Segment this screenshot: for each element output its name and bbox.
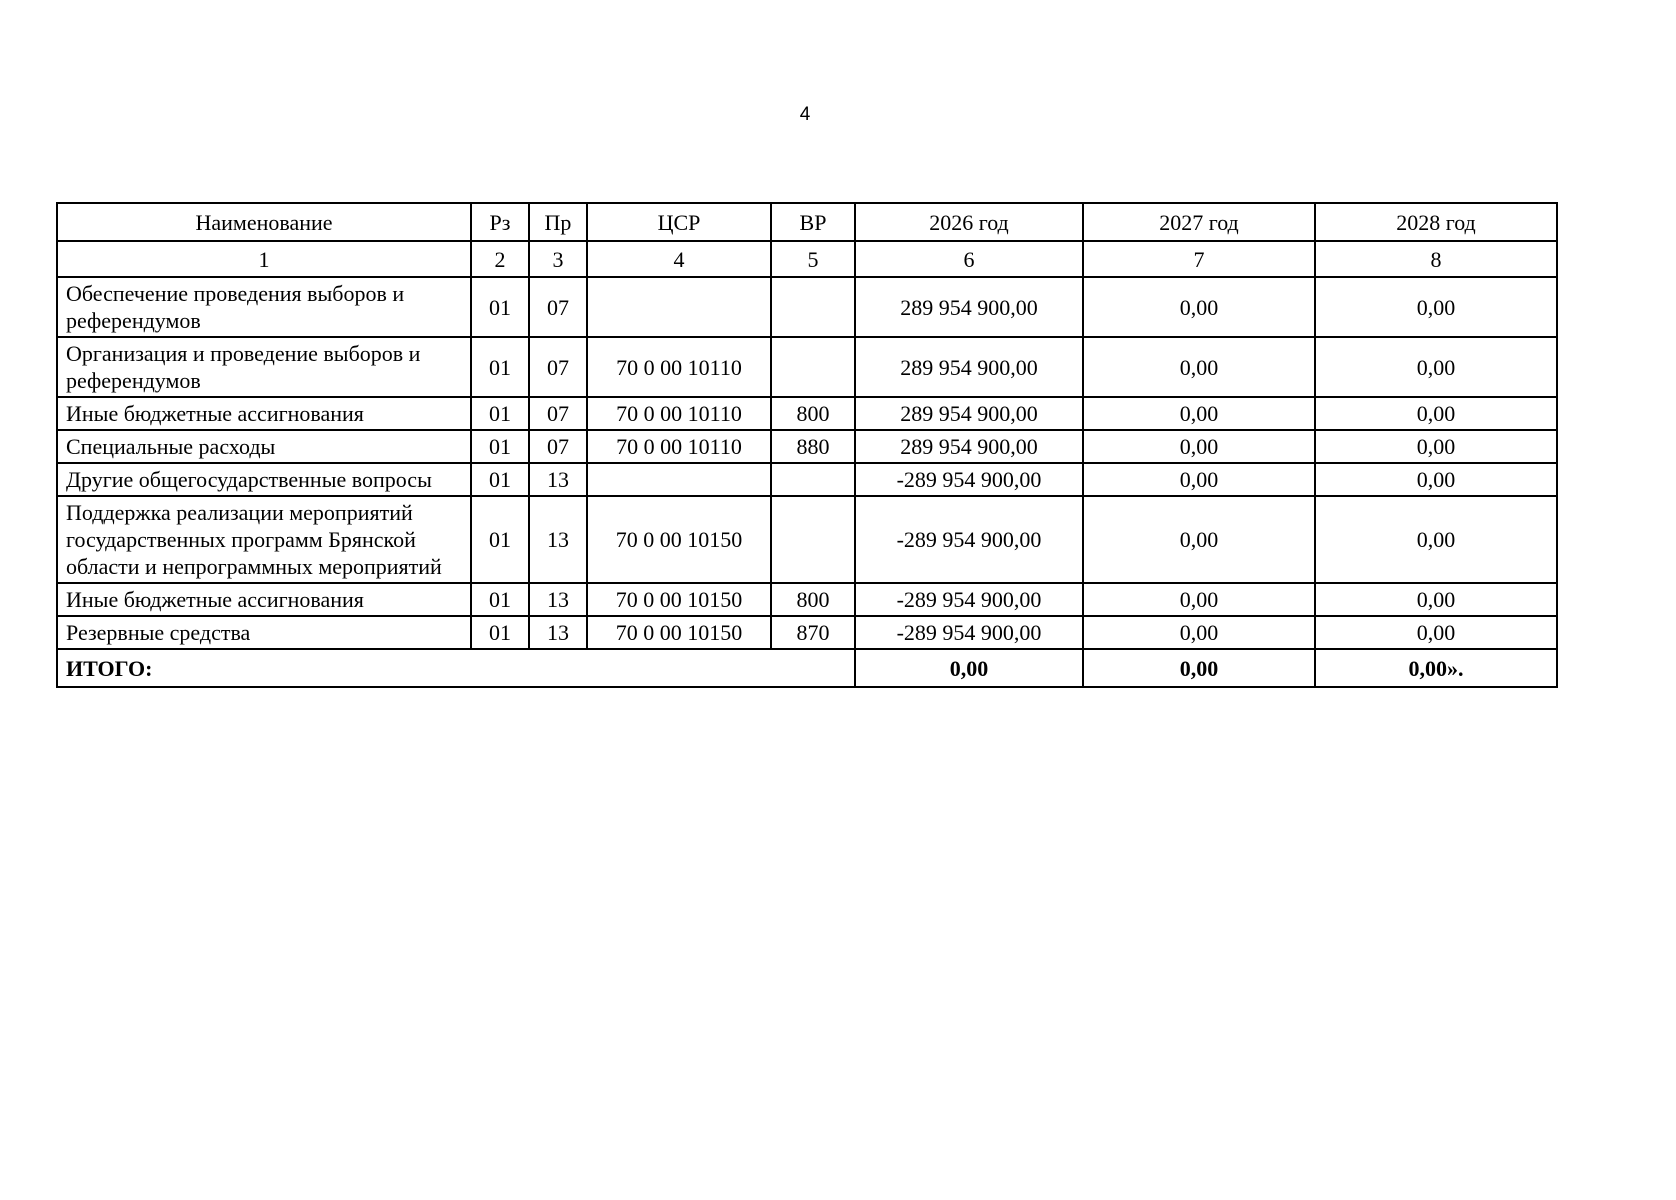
pr-cell: 13 bbox=[529, 616, 587, 649]
total-2027: 0,00 bbox=[1083, 649, 1315, 687]
column-header: 2026 год bbox=[855, 203, 1083, 241]
page-number: 4 bbox=[799, 104, 811, 125]
amount-2026: 289 954 900,00 bbox=[855, 397, 1083, 430]
amount-2027: 0,00 bbox=[1083, 430, 1315, 463]
pr-cell: 13 bbox=[529, 463, 587, 496]
vr-cell: 870 bbox=[771, 616, 855, 649]
table-row bbox=[57, 616, 1557, 649]
row-name: Специальные расходы bbox=[57, 430, 471, 463]
amount-2026: -289 954 900,00 bbox=[855, 463, 1083, 496]
table-row bbox=[57, 430, 1557, 463]
vr-cell bbox=[771, 463, 855, 496]
csr-cell: 70 0 00 10150 bbox=[587, 583, 771, 616]
rz-cell: 01 bbox=[471, 616, 529, 649]
amount-2026: -289 954 900,00 bbox=[855, 616, 1083, 649]
column-number: 4 bbox=[587, 241, 771, 277]
pr-cell: 07 bbox=[529, 277, 587, 337]
amount-2026: -289 954 900,00 bbox=[855, 583, 1083, 616]
column-number: 3 bbox=[529, 241, 587, 277]
amount-2027: 0,00 bbox=[1083, 337, 1315, 397]
row-name: Иные бюджетные ассигнования bbox=[57, 397, 471, 430]
column-header: 2028 год bbox=[1315, 203, 1557, 241]
column-header: Пр bbox=[529, 203, 587, 241]
column-number: 1 bbox=[57, 241, 471, 277]
row-name: Организация и проведение выборов и референдумов bbox=[57, 337, 471, 397]
vr-cell: 800 bbox=[771, 397, 855, 430]
vr-cell bbox=[771, 496, 855, 583]
vr-cell bbox=[771, 337, 855, 397]
column-number: 6 bbox=[855, 241, 1083, 277]
column-header: Наименование bbox=[57, 203, 471, 241]
amount-2028: 0,00 bbox=[1315, 397, 1557, 430]
row-name: Поддержка реализации мероприятий государственных программ Брянской области и непрограммных мероприятий bbox=[57, 496, 471, 583]
amount-2028: 0,00 bbox=[1315, 463, 1557, 496]
amount-2027: 0,00 bbox=[1083, 277, 1315, 337]
rz-cell: 01 bbox=[471, 583, 529, 616]
total-2028: 0,00». bbox=[1315, 649, 1557, 687]
amount-2028: 0,00 bbox=[1315, 337, 1557, 397]
rz-cell: 01 bbox=[471, 430, 529, 463]
csr-cell bbox=[587, 277, 771, 337]
row-name: Обеспечение проведения выборов и референдумов bbox=[57, 277, 471, 337]
row-name: Другие общегосударственные вопросы bbox=[57, 463, 471, 496]
amount-2027: 0,00 bbox=[1083, 496, 1315, 583]
column-header: ВР bbox=[771, 203, 855, 241]
amount-2028: 0,00 bbox=[1315, 583, 1557, 616]
amount-2027: 0,00 bbox=[1083, 463, 1315, 496]
amount-2026: 289 954 900,00 bbox=[855, 337, 1083, 397]
pr-cell: 07 bbox=[529, 397, 587, 430]
vr-cell: 800 bbox=[771, 583, 855, 616]
table-row bbox=[57, 337, 1557, 397]
amount-2026: 289 954 900,00 bbox=[855, 430, 1083, 463]
column-header: Рз bbox=[471, 203, 529, 241]
amount-2027: 0,00 bbox=[1083, 397, 1315, 430]
csr-cell: 70 0 00 10110 bbox=[587, 430, 771, 463]
amount-2026: 289 954 900,00 bbox=[855, 277, 1083, 337]
rz-cell: 01 bbox=[471, 397, 529, 430]
amount-2028: 0,00 bbox=[1315, 496, 1557, 583]
csr-cell: 70 0 00 10110 bbox=[587, 397, 771, 430]
total-label: ИТОГО: bbox=[57, 649, 855, 687]
csr-cell: 70 0 00 10150 bbox=[587, 616, 771, 649]
amount-2027: 0,00 bbox=[1083, 616, 1315, 649]
pr-cell: 13 bbox=[529, 583, 587, 616]
amount-2028: 0,00 bbox=[1315, 277, 1557, 337]
csr-cell: 70 0 00 10110 bbox=[587, 337, 771, 397]
amount-2028: 0,00 bbox=[1315, 616, 1557, 649]
amount-2026: -289 954 900,00 bbox=[855, 496, 1083, 583]
pr-cell: 13 bbox=[529, 496, 587, 583]
table-row bbox=[57, 463, 1557, 496]
header-row bbox=[57, 203, 1557, 241]
column-number: 2 bbox=[471, 241, 529, 277]
pr-cell: 07 bbox=[529, 337, 587, 397]
table-row bbox=[57, 397, 1557, 430]
row-name: Иные бюджетные ассигнования bbox=[57, 583, 471, 616]
column-header: ЦСР bbox=[587, 203, 771, 241]
row-name: Резервные средства bbox=[57, 616, 471, 649]
column-number: 5 bbox=[771, 241, 855, 277]
rz-cell: 01 bbox=[471, 277, 529, 337]
vr-cell bbox=[771, 277, 855, 337]
table-row bbox=[57, 496, 1557, 583]
amount-2027: 0,00 bbox=[1083, 583, 1315, 616]
budget-table bbox=[56, 202, 1558, 688]
total-row bbox=[57, 649, 1557, 687]
table-row bbox=[57, 583, 1557, 616]
rz-cell: 01 bbox=[471, 496, 529, 583]
column-number: 7 bbox=[1083, 241, 1315, 277]
pr-cell: 07 bbox=[529, 430, 587, 463]
csr-cell bbox=[587, 463, 771, 496]
column-header: 2027 год bbox=[1083, 203, 1315, 241]
amount-2028: 0,00 bbox=[1315, 430, 1557, 463]
rz-cell: 01 bbox=[471, 463, 529, 496]
column-number-row bbox=[57, 241, 1557, 277]
vr-cell: 880 bbox=[771, 430, 855, 463]
table-row bbox=[57, 277, 1557, 337]
rz-cell: 01 bbox=[471, 337, 529, 397]
csr-cell: 70 0 00 10150 bbox=[587, 496, 771, 583]
total-2026: 0,00 bbox=[855, 649, 1083, 687]
column-number: 8 bbox=[1315, 241, 1557, 277]
